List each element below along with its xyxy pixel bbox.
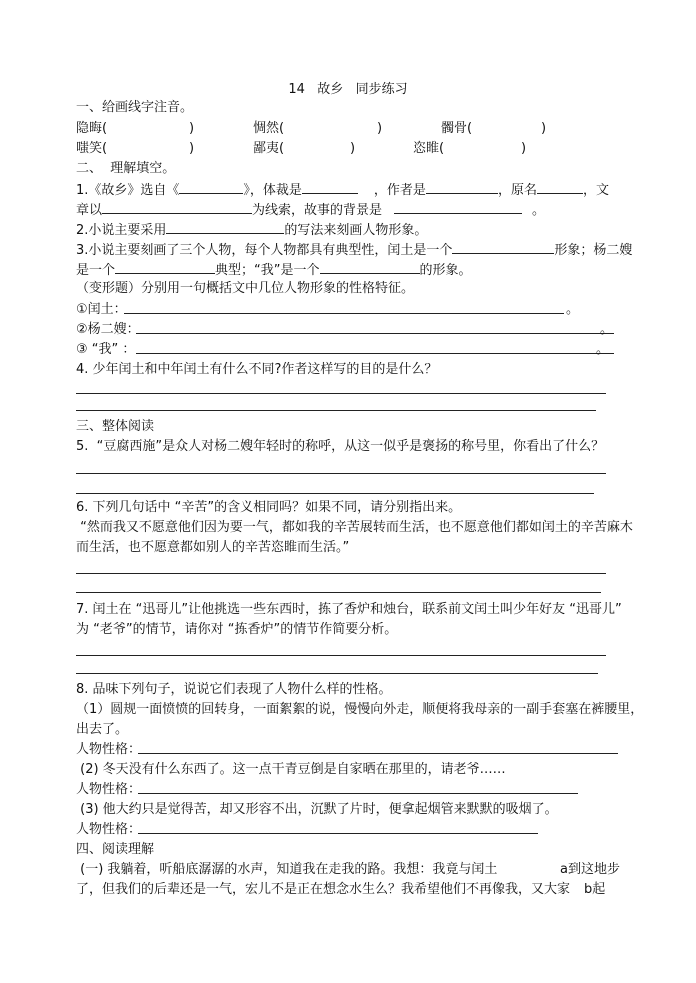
blank-marker-b: b起 <box>584 882 606 897</box>
s1-paren: ) <box>189 141 195 156</box>
answer-line[interactable] <box>76 493 594 494</box>
end-mark: 。 <box>596 342 610 357</box>
blank[interactable] <box>394 199 522 214</box>
answer-line[interactable] <box>76 393 606 394</box>
blank[interactable] <box>302 179 358 194</box>
blank[interactable] <box>102 199 252 214</box>
section-3-heading: 三、整体阅读 <box>76 419 155 434</box>
section-2-heading: 二、 理解填空。 <box>76 161 176 176</box>
question-6-quote-cont: 而生活，也不愿意都如别人的辛苦恣睢而生活。” <box>76 540 350 555</box>
answer-line[interactable] <box>76 673 598 674</box>
blank-marker-a: a到这地步 <box>560 862 620 877</box>
question-1: 1.《故乡》选自《 》，体裁是 ，作者是 ，原名 ，文 <box>76 179 609 199</box>
blank[interactable] <box>115 259 215 274</box>
question-4: 4. 少年闰土和中年闰土有什么不同?作者这样写的目的是什么？ <box>76 362 438 377</box>
s1-paren: ) <box>189 121 195 136</box>
question-8-3: (3) 他大约只是觉得苦，却又形容不出，沉默了片时，便拿起烟管来默默的吸烟了。 <box>76 802 558 817</box>
answer-line[interactable] <box>76 473 606 474</box>
character-trait-label: 人物性格： <box>76 822 142 837</box>
question-8-1: （1）圆规一面愤愤的回转身，一面絮絮的说，慢慢向外走，顺便将我母亲的一副手套塞在裤腰里， <box>76 702 644 717</box>
character-trait-label: 人物性格： <box>76 742 142 757</box>
blank[interactable] <box>179 179 243 194</box>
answer-line[interactable] <box>76 410 596 411</box>
answer-line[interactable] <box>138 833 538 834</box>
section-4-heading: 四、阅读理解 <box>76 842 155 857</box>
reading-passage-line-2: 了，但我们的后辈还是一气，宏儿不是正在想念水生么？我希望他们不再像我，又大家 <box>76 882 571 897</box>
question-1-cont: 章以 为线索，故事的背景是 。 <box>76 199 545 219</box>
blank[interactable] <box>166 219 284 234</box>
question-8: 8. 品味下列句子，说说它们表现了人物什么样的性格。 <box>76 682 392 697</box>
s1-word-2: 惆然( <box>253 121 285 136</box>
s1-word-3: 髑骨( <box>441 121 473 136</box>
character-trait-label: 人物性格： <box>76 782 142 797</box>
s1-word-1: 隐晦( <box>76 121 108 136</box>
question-8-2: (2) 冬天没有什么东西了。这一点干青豆倒是自家晒在那里的，请老爷…… <box>76 762 506 777</box>
answer-line[interactable] <box>138 793 578 794</box>
question-8-1-cont: 出去了。 <box>76 722 129 737</box>
blank[interactable] <box>537 179 583 194</box>
question-7-cont: 为 “老爷”的情节，请你对 “拣香炉”的情节作简要分析。 <box>76 622 398 637</box>
question-6: 6. 下列几句话中 “辛苦”的含义相同吗？如果不同，请分别指出来。 <box>76 500 462 515</box>
s1-word-5: 鄙夷( <box>253 141 285 156</box>
s1-paren: ) <box>350 141 356 156</box>
answer-line[interactable] <box>136 353 614 354</box>
blank[interactable] <box>426 179 498 194</box>
s1-word-4: 嗤笑( <box>76 141 108 156</box>
blank[interactable] <box>452 239 554 254</box>
answer-line[interactable] <box>76 592 601 593</box>
answer-line[interactable] <box>76 573 606 574</box>
character-yang-ersao: ②杨二嫂： <box>76 322 140 337</box>
question-7: 7. 闰土在 “迅哥儿”让他挑选一些东西时，拣了香炉和烛台，联系前文闰土叫少年好友 “迅哥儿” <box>76 602 622 617</box>
s1-paren: ) <box>377 121 383 136</box>
answer-line[interactable] <box>124 313 564 314</box>
section-1-heading: 一、给画线字注音。 <box>76 100 194 115</box>
character-narrator: ③ “我” ： <box>76 342 136 357</box>
end-mark: 。 <box>566 302 580 317</box>
answer-line[interactable] <box>138 753 618 754</box>
reading-passage-line-1: (一) 我躺着，听船底潺潺的水声，知道我在走我的路。我想：我竟与闰土 <box>76 862 498 877</box>
s1-word-6: 恣睢( <box>413 141 445 156</box>
end-mark: 。 <box>600 322 614 337</box>
s1-paren: ) <box>521 141 527 156</box>
question-5: 5. “豆腐西施”是众人对杨二嫂年轻时的称呼，从这一似乎是褒扬的称号里，你看出了什么？ <box>76 439 605 454</box>
s1-paren: ) <box>541 121 547 136</box>
character-runtu: ①闰土： <box>76 302 127 317</box>
question-2: 2.小说主要采用 的写法来刻画人物形象。 <box>76 219 427 239</box>
question-6-quote: “然而我又不愿意他们因为要一气，都如我的辛苦展转而生活，也不愿意他们都如闰土的辛苦麻木 <box>76 520 633 535</box>
variant-question: （变形题）分别用一句概括文中几位人物形象的性格特征。 <box>76 281 415 296</box>
answer-line[interactable] <box>76 655 606 656</box>
page-title: 14 故乡 同步练习 <box>288 82 408 97</box>
blank[interactable] <box>320 259 420 274</box>
question-3-cont: 是一个 典型；“我”是一个 的形象。 <box>76 259 472 279</box>
answer-line[interactable] <box>136 333 614 334</box>
question-3: 3.小说主要刻画了三个人物，每个人物都具有典型性，闰土是一个 形象；杨二嫂 <box>76 239 632 259</box>
